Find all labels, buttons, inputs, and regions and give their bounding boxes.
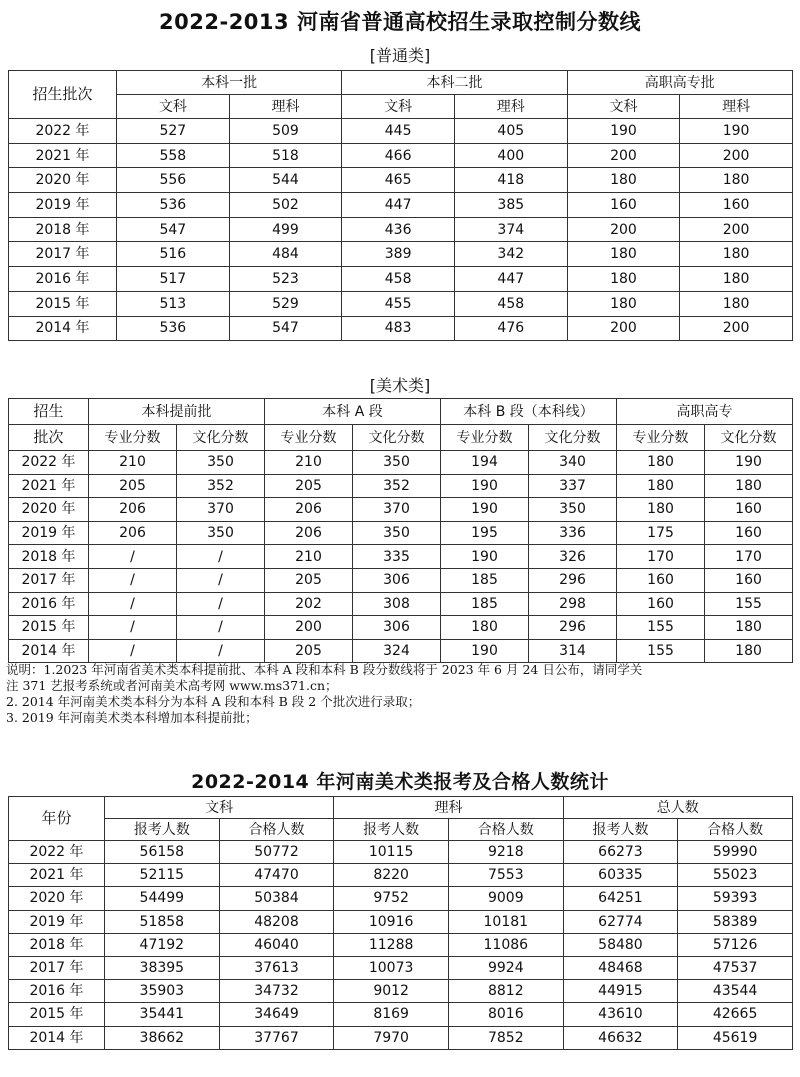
group-header: 本科一批 xyxy=(117,71,342,95)
year-cell: 2014 年 xyxy=(9,316,117,341)
group-header: 本科 B 段（本科线） xyxy=(441,399,617,425)
value-cell: 34732 xyxy=(219,980,334,1003)
value-cell: 499 xyxy=(229,217,342,242)
value-cell: 340 xyxy=(529,451,617,475)
year-cell: 2021 年 xyxy=(9,143,117,168)
group-header: 本科二批 xyxy=(342,71,567,95)
table-row xyxy=(9,217,793,242)
value-cell: 180 xyxy=(680,168,793,193)
art-stats-table xyxy=(8,796,793,1050)
value-cell: 57126 xyxy=(678,933,793,956)
value-cell: 210 xyxy=(89,451,177,475)
subcol-header: 专业分数 xyxy=(265,425,353,451)
value-cell: 458 xyxy=(454,291,567,316)
value-cell: 160 xyxy=(617,568,705,592)
value-cell: / xyxy=(89,592,177,616)
general-score-table xyxy=(8,70,793,341)
table-row xyxy=(9,474,793,498)
value-cell: 10073 xyxy=(334,956,449,979)
table-row xyxy=(9,242,793,267)
value-cell: 38395 xyxy=(105,956,220,979)
value-cell: 205 xyxy=(265,639,353,663)
value-cell: 210 xyxy=(265,451,353,475)
value-cell: 52115 xyxy=(105,864,220,887)
note-line: 2. 2014 年河南美术类本科分为本科 A 段和本科 B 段 2 个批次进行录取； xyxy=(6,694,421,709)
value-cell: 466 xyxy=(342,143,455,168)
year-cell: 2020 年 xyxy=(9,887,105,910)
value-cell: 536 xyxy=(117,316,230,341)
subcol-header: 报考人数 xyxy=(334,819,449,841)
value-cell: 547 xyxy=(229,316,342,341)
value-cell: 43544 xyxy=(678,980,793,1003)
value-cell: 205 xyxy=(265,568,353,592)
value-cell: 58389 xyxy=(678,910,793,933)
subcol-header: 报考人数 xyxy=(105,819,220,841)
value-cell: 337 xyxy=(529,474,617,498)
value-cell: 155 xyxy=(617,639,705,663)
value-cell: 527 xyxy=(117,119,230,144)
value-cell: 58480 xyxy=(563,933,678,956)
year-cell: 2016 年 xyxy=(9,592,89,616)
value-cell: 400 xyxy=(454,143,567,168)
year-cell: 2014 年 xyxy=(9,639,89,663)
value-cell: 37613 xyxy=(219,956,334,979)
year-cell: 2016 年 xyxy=(9,267,117,292)
note-line: 注 371 艺报考系统或者河南美术高考网 www.ms371.cn； xyxy=(6,678,338,693)
value-cell: 185 xyxy=(441,568,529,592)
value-cell: 558 xyxy=(117,143,230,168)
value-cell: 296 xyxy=(529,616,617,640)
value-cell: 324 xyxy=(353,639,441,663)
value-cell: 547 xyxy=(117,217,230,242)
subcol-header: 合格人数 xyxy=(448,819,563,841)
year-cell: 2017 年 xyxy=(9,568,89,592)
value-cell: 7852 xyxy=(448,1026,563,1049)
value-cell: / xyxy=(177,616,265,640)
value-cell: 56158 xyxy=(105,841,220,864)
value-cell: 46040 xyxy=(219,933,334,956)
subcol-row xyxy=(9,425,793,451)
value-cell: 352 xyxy=(353,474,441,498)
value-cell: 190 xyxy=(705,451,793,475)
value-cell: / xyxy=(177,568,265,592)
value-cell: 342 xyxy=(454,242,567,267)
year-cell: 2018 年 xyxy=(9,933,105,956)
value-cell: 308 xyxy=(353,592,441,616)
subcol-header: 理科 xyxy=(454,95,567,119)
value-cell: 418 xyxy=(454,168,567,193)
value-cell: 206 xyxy=(265,521,353,545)
table-row xyxy=(9,887,793,910)
year-cell: 2018 年 xyxy=(9,545,89,569)
table-row xyxy=(9,980,793,1003)
year-cell: 2017 年 xyxy=(9,956,105,979)
group-header: 理科 xyxy=(334,797,563,819)
subcol-header: 文化分数 xyxy=(705,425,793,451)
table-row xyxy=(9,193,793,218)
value-cell: 66273 xyxy=(563,841,678,864)
value-cell: 513 xyxy=(117,291,230,316)
value-cell: 160 xyxy=(680,193,793,218)
art-score-table xyxy=(8,398,793,663)
value-cell: 200 xyxy=(680,143,793,168)
group-header: 本科提前批 xyxy=(89,399,265,425)
value-cell: 200 xyxy=(567,143,680,168)
value-cell: 180 xyxy=(680,267,793,292)
value-cell: 370 xyxy=(353,498,441,522)
value-cell: 445 xyxy=(342,119,455,144)
value-cell: 11086 xyxy=(448,933,563,956)
value-cell: 210 xyxy=(265,545,353,569)
value-cell: 9752 xyxy=(334,887,449,910)
corner-header: 招生批次 xyxy=(9,71,117,119)
value-cell: 51858 xyxy=(105,910,220,933)
subcol-header: 文化分数 xyxy=(353,425,441,451)
value-cell: 529 xyxy=(229,291,342,316)
value-cell: 48208 xyxy=(219,910,334,933)
subcol-header: 合格人数 xyxy=(678,819,793,841)
value-cell: 502 xyxy=(229,193,342,218)
value-cell: 195 xyxy=(441,521,529,545)
value-cell: 180 xyxy=(705,616,793,640)
table-row xyxy=(9,291,793,316)
value-cell: 544 xyxy=(229,168,342,193)
value-cell: 458 xyxy=(342,267,455,292)
value-cell: 8220 xyxy=(334,864,449,887)
value-cell: 59393 xyxy=(678,887,793,910)
year-cell: 2019 年 xyxy=(9,193,117,218)
value-cell: / xyxy=(89,639,177,663)
value-cell: / xyxy=(89,616,177,640)
value-cell: 8812 xyxy=(448,980,563,1003)
value-cell: 185 xyxy=(441,592,529,616)
value-cell: 34649 xyxy=(219,1003,334,1026)
corner-header-bottom: 批次 xyxy=(9,425,89,451)
value-cell: 206 xyxy=(89,498,177,522)
value-cell: 46632 xyxy=(563,1026,678,1049)
value-cell: 170 xyxy=(617,545,705,569)
value-cell: 202 xyxy=(265,592,353,616)
value-cell: 64251 xyxy=(563,887,678,910)
table-row xyxy=(9,498,793,522)
value-cell: 50772 xyxy=(219,841,334,864)
value-cell: 175 xyxy=(617,521,705,545)
value-cell: 54499 xyxy=(105,887,220,910)
value-cell: 200 xyxy=(567,316,680,341)
group-header: 总人数 xyxy=(563,797,792,819)
value-cell: 10916 xyxy=(334,910,449,933)
page-title: 2022-2013 河南省普通高校招生录取控制分数线 xyxy=(159,10,641,34)
value-cell: 350 xyxy=(177,521,265,545)
stats-title: 2022-2014 年河南美术类报考及合格人数统计 xyxy=(191,771,609,793)
subcol-header: 报考人数 xyxy=(563,819,678,841)
value-cell: 9012 xyxy=(334,980,449,1003)
value-cell: 190 xyxy=(680,119,793,144)
value-cell: 352 xyxy=(177,474,265,498)
value-cell: 180 xyxy=(567,267,680,292)
year-cell: 2021 年 xyxy=(9,864,105,887)
value-cell: 374 xyxy=(454,217,567,242)
group-header: 文科 xyxy=(105,797,334,819)
value-cell: 205 xyxy=(265,474,353,498)
value-cell: / xyxy=(177,592,265,616)
table-row xyxy=(9,864,793,887)
value-cell: 8016 xyxy=(448,1003,563,1026)
value-cell: 556 xyxy=(117,168,230,193)
value-cell: 206 xyxy=(89,521,177,545)
year-cell: 2016 年 xyxy=(9,980,105,1003)
value-cell: 447 xyxy=(454,267,567,292)
value-cell: 350 xyxy=(353,451,441,475)
value-cell: 180 xyxy=(680,242,793,267)
value-cell: 35441 xyxy=(105,1003,220,1026)
table-row xyxy=(9,143,793,168)
value-cell: 350 xyxy=(177,451,265,475)
value-cell: 314 xyxy=(529,639,617,663)
value-cell: 160 xyxy=(567,193,680,218)
value-cell: 160 xyxy=(705,498,793,522)
value-cell: 9218 xyxy=(448,841,563,864)
year-cell: 2017 年 xyxy=(9,242,117,267)
value-cell: 190 xyxy=(441,498,529,522)
subcol-row xyxy=(9,819,793,841)
value-cell: 205 xyxy=(89,474,177,498)
subcol-header: 文科 xyxy=(117,95,230,119)
value-cell: 405 xyxy=(454,119,567,144)
value-cell: 336 xyxy=(529,521,617,545)
table-row xyxy=(9,616,793,640)
value-cell: 206 xyxy=(265,498,353,522)
value-cell: 42665 xyxy=(678,1003,793,1026)
value-cell: 518 xyxy=(229,143,342,168)
value-cell: 45619 xyxy=(678,1026,793,1049)
value-cell: 180 xyxy=(567,168,680,193)
note-line: 3. 2019 年河南美术类本科增加本科提前批； xyxy=(6,710,258,725)
value-cell: 9924 xyxy=(448,956,563,979)
table-row xyxy=(9,168,793,193)
corner-header: 年份 xyxy=(9,797,105,841)
year-cell: 2022 年 xyxy=(9,119,117,144)
value-cell: 44915 xyxy=(563,980,678,1003)
corner-header-top: 招生 xyxy=(9,399,89,425)
value-cell: 180 xyxy=(680,291,793,316)
year-cell: 2021 年 xyxy=(9,474,89,498)
value-cell: 35903 xyxy=(105,980,220,1003)
year-cell: 2015 年 xyxy=(9,291,117,316)
value-cell: 62774 xyxy=(563,910,678,933)
table-row xyxy=(9,592,793,616)
value-cell: 10115 xyxy=(334,841,449,864)
value-cell: 7553 xyxy=(448,864,563,887)
subcol-header: 专业分数 xyxy=(617,425,705,451)
value-cell: 350 xyxy=(529,498,617,522)
group-header: 高职高专 xyxy=(617,399,793,425)
year-cell: 2020 年 xyxy=(9,498,89,522)
value-cell: 200 xyxy=(680,316,793,341)
value-cell: 59990 xyxy=(678,841,793,864)
value-cell: 389 xyxy=(342,242,455,267)
value-cell: 47470 xyxy=(219,864,334,887)
table-row xyxy=(9,910,793,933)
year-cell: 2019 年 xyxy=(9,910,105,933)
table-row xyxy=(9,267,793,292)
note-line: 说明：1.2023 年河南省美术类本科提前批、本科 A 段和本科 B 段分数线将于 2023 年 6 月 24 日公布，请同学关 xyxy=(6,662,643,677)
subcol-header: 文科 xyxy=(567,95,680,119)
value-cell: 190 xyxy=(441,545,529,569)
value-cell: 38662 xyxy=(105,1026,220,1049)
value-cell: 455 xyxy=(342,291,455,316)
art-subtitle: [美术类] xyxy=(369,376,431,395)
value-cell: 170 xyxy=(705,545,793,569)
group-header: 高职高专批 xyxy=(567,71,792,95)
table-row xyxy=(9,568,793,592)
notes xyxy=(6,662,796,726)
value-cell: 385 xyxy=(454,193,567,218)
value-cell: 155 xyxy=(617,616,705,640)
value-cell: 43610 xyxy=(563,1003,678,1026)
year-cell: 2015 年 xyxy=(9,616,89,640)
subcol-header: 专业分数 xyxy=(441,425,529,451)
year-cell: 2022 年 xyxy=(9,841,105,864)
value-cell: 180 xyxy=(705,639,793,663)
value-cell: 200 xyxy=(567,217,680,242)
value-cell: 180 xyxy=(705,474,793,498)
value-cell: 509 xyxy=(229,119,342,144)
year-cell: 2014 年 xyxy=(9,1026,105,1049)
table-row xyxy=(9,316,793,341)
value-cell: 47537 xyxy=(678,956,793,979)
value-cell: 523 xyxy=(229,267,342,292)
value-cell: 180 xyxy=(617,474,705,498)
general-subtitle: [普通类] xyxy=(369,46,431,65)
value-cell: 48468 xyxy=(563,956,678,979)
table-row xyxy=(9,545,793,569)
value-cell: 180 xyxy=(441,616,529,640)
value-cell: 180 xyxy=(567,242,680,267)
subcol-header: 理科 xyxy=(680,95,793,119)
value-cell: 180 xyxy=(617,498,705,522)
subcol-header: 合格人数 xyxy=(219,819,334,841)
subcol-header: 专业分数 xyxy=(89,425,177,451)
value-cell: 60335 xyxy=(563,864,678,887)
value-cell: 55023 xyxy=(678,864,793,887)
value-cell: 7970 xyxy=(334,1026,449,1049)
value-cell: 350 xyxy=(353,521,441,545)
value-cell: 190 xyxy=(441,639,529,663)
value-cell: 436 xyxy=(342,217,455,242)
subcol-header: 文科 xyxy=(342,95,455,119)
value-cell: 11288 xyxy=(334,933,449,956)
value-cell: 298 xyxy=(529,592,617,616)
subcol-header: 文化分数 xyxy=(529,425,617,451)
value-cell: 200 xyxy=(265,616,353,640)
table-row xyxy=(9,933,793,956)
value-cell: 326 xyxy=(529,545,617,569)
group-header: 本科 A 段 xyxy=(265,399,441,425)
table-row xyxy=(9,1026,793,1049)
value-cell: 370 xyxy=(177,498,265,522)
value-cell: 160 xyxy=(705,568,793,592)
year-cell: 2018 年 xyxy=(9,217,117,242)
value-cell: 10181 xyxy=(448,910,563,933)
year-cell: 2020 年 xyxy=(9,168,117,193)
value-cell: 160 xyxy=(617,592,705,616)
subcol-header: 理科 xyxy=(229,95,342,119)
table-row xyxy=(9,956,793,979)
table-row xyxy=(9,521,793,545)
subcol-header: 文化分数 xyxy=(177,425,265,451)
subcol-row xyxy=(9,95,793,119)
value-cell: 484 xyxy=(229,242,342,267)
table-row xyxy=(9,451,793,475)
year-cell: 2022 年 xyxy=(9,451,89,475)
value-cell: 306 xyxy=(353,616,441,640)
value-cell: 194 xyxy=(441,451,529,475)
value-cell: / xyxy=(89,568,177,592)
value-cell: 536 xyxy=(117,193,230,218)
value-cell: 160 xyxy=(705,521,793,545)
value-cell: 517 xyxy=(117,267,230,292)
table-row xyxy=(9,639,793,663)
value-cell: 335 xyxy=(353,545,441,569)
value-cell: 180 xyxy=(567,291,680,316)
value-cell: 37767 xyxy=(219,1026,334,1049)
value-cell: 47192 xyxy=(105,933,220,956)
value-cell: 296 xyxy=(529,568,617,592)
value-cell: / xyxy=(177,639,265,663)
value-cell: 447 xyxy=(342,193,455,218)
year-cell: 2019 年 xyxy=(9,521,89,545)
value-cell: 516 xyxy=(117,242,230,267)
value-cell: 190 xyxy=(441,474,529,498)
value-cell: 50384 xyxy=(219,887,334,910)
year-cell: 2015 年 xyxy=(9,1003,105,1026)
value-cell: 306 xyxy=(353,568,441,592)
table-row xyxy=(9,119,793,144)
value-cell: 483 xyxy=(342,316,455,341)
value-cell: 180 xyxy=(617,451,705,475)
value-cell: / xyxy=(177,545,265,569)
value-cell: 9009 xyxy=(448,887,563,910)
value-cell: 200 xyxy=(680,217,793,242)
table-row xyxy=(9,841,793,864)
value-cell: 465 xyxy=(342,168,455,193)
value-cell: / xyxy=(89,545,177,569)
table-row xyxy=(9,1003,793,1026)
value-cell: 476 xyxy=(454,316,567,341)
value-cell: 155 xyxy=(705,592,793,616)
value-cell: 190 xyxy=(567,119,680,144)
value-cell: 8169 xyxy=(334,1003,449,1026)
